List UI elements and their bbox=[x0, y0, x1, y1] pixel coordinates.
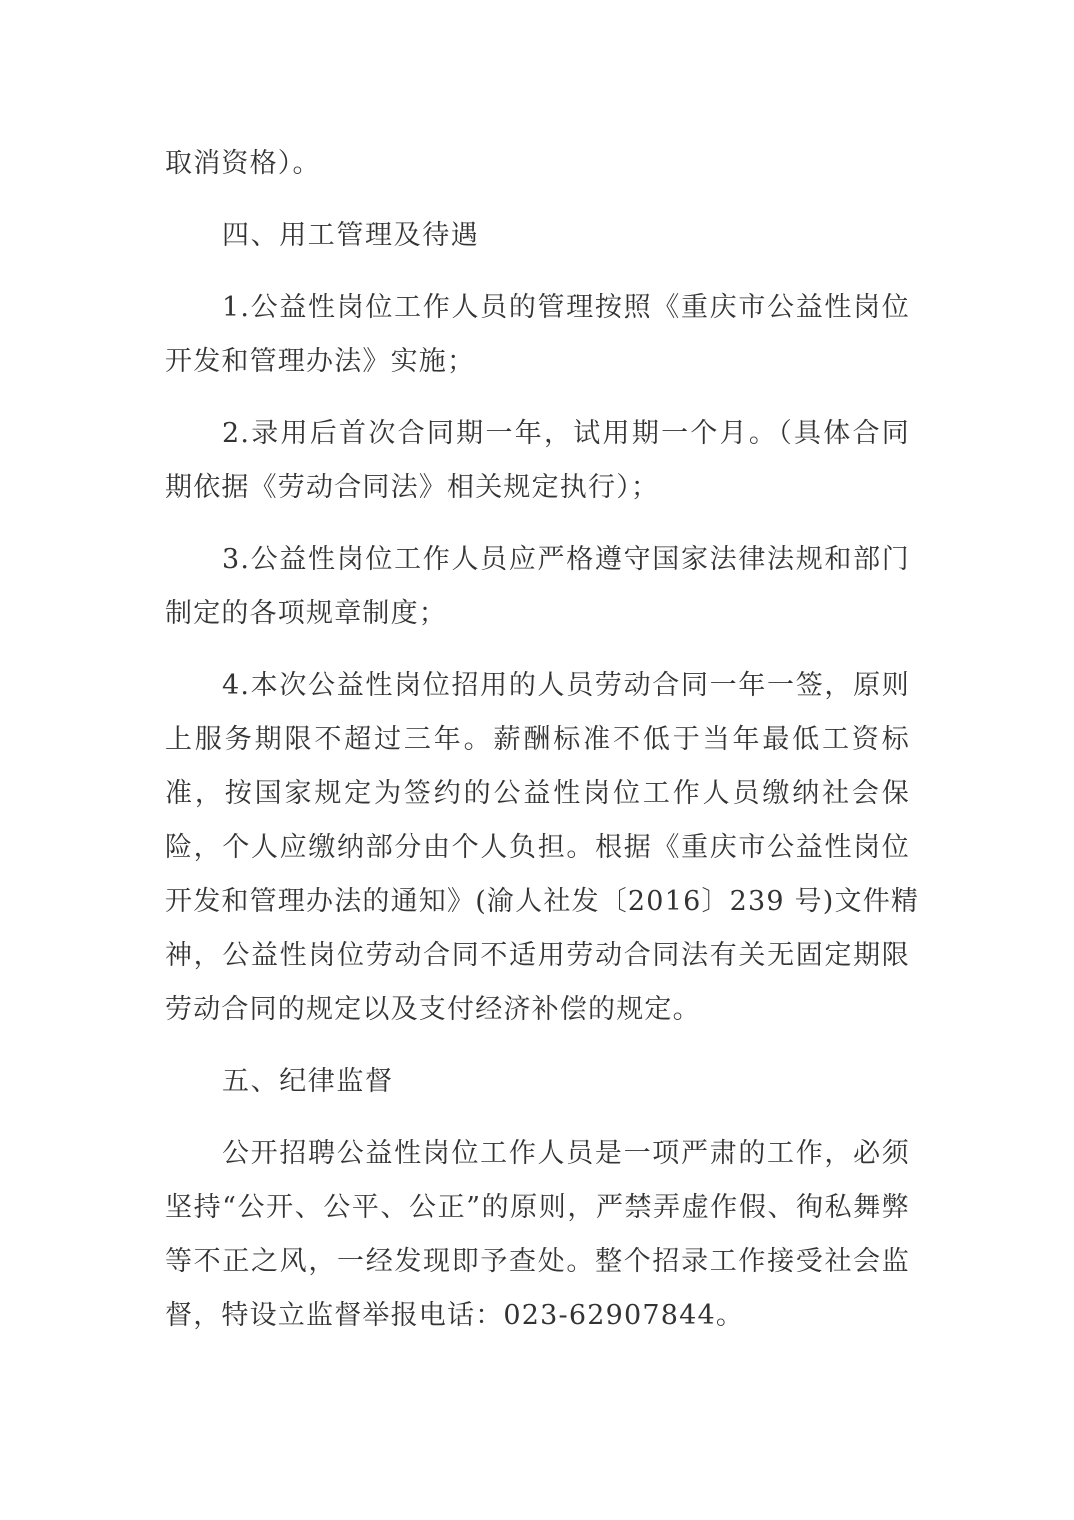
paragraph-2-line-1: 2.录用后首次合同期一年，试用期一个月。（具体合同 bbox=[222, 418, 910, 449]
paragraph-4-line-5: 开发和管理办法的通知》(渝人社发〔2016〕239 号)文件精 bbox=[165, 886, 920, 917]
section-heading-employment-management: 四、用工管理及待遇 bbox=[222, 220, 480, 251]
paragraph-4-line-6: 神，公益性岗位劳动合同不适用劳动合同法有关无固定期限 bbox=[165, 940, 910, 971]
paragraph-4-line-1: 4.本次公益性岗位招用的人员劳动合同一年一签，原则 bbox=[222, 670, 910, 701]
text-line-continuation: 取消资格）。 bbox=[165, 148, 321, 179]
section-heading-discipline-supervision: 五、纪律监督 bbox=[222, 1066, 394, 1097]
paragraph-3-line-2: 制定的各项规章制度； bbox=[165, 598, 447, 629]
paragraph-2-line-2: 期依据《劳动合同法》相关规定执行）； bbox=[165, 472, 660, 503]
paragraph-1-line-2: 开发和管理办法》实施； bbox=[165, 346, 476, 377]
paragraph-4-line-4: 险，个人应缴纳部分由个人负担。根据《重庆市公益性岗位 bbox=[165, 832, 910, 863]
paragraph-1-line-1: 1.公益性岗位工作人员的管理按照《重庆市公益性岗位 bbox=[222, 292, 910, 323]
paragraph-5-line-3: 等不正之风，一经发现即予查处。整个招录工作接受社会监 bbox=[165, 1246, 910, 1277]
paragraph-3-line-1: 3.公益性岗位工作人员应严格遵守国家法律法规和部门 bbox=[222, 544, 910, 575]
paragraph-4-line-3: 准，按国家规定为签约的公益性岗位工作人员缴纳社会保 bbox=[165, 778, 910, 809]
paragraph-5-line-4-hotline: 督，特设立监督举报电话：023-62907844。 bbox=[165, 1300, 745, 1331]
paragraph-4-line-7: 劳动合同的规定以及支付经济补偿的规定。 bbox=[165, 994, 701, 1025]
paragraph-5-line-2: 坚持“公开、公平、公正”的原则，严禁弄虚作假、徇私舞弊 bbox=[165, 1192, 910, 1223]
paragraph-5-line-1: 公开招聘公益性岗位工作人员是一项严肃的工作，必须 bbox=[222, 1138, 910, 1169]
paragraph-4-line-2: 上服务期限不超过三年。薪酬标准不低于当年最低工资标 bbox=[165, 724, 910, 755]
